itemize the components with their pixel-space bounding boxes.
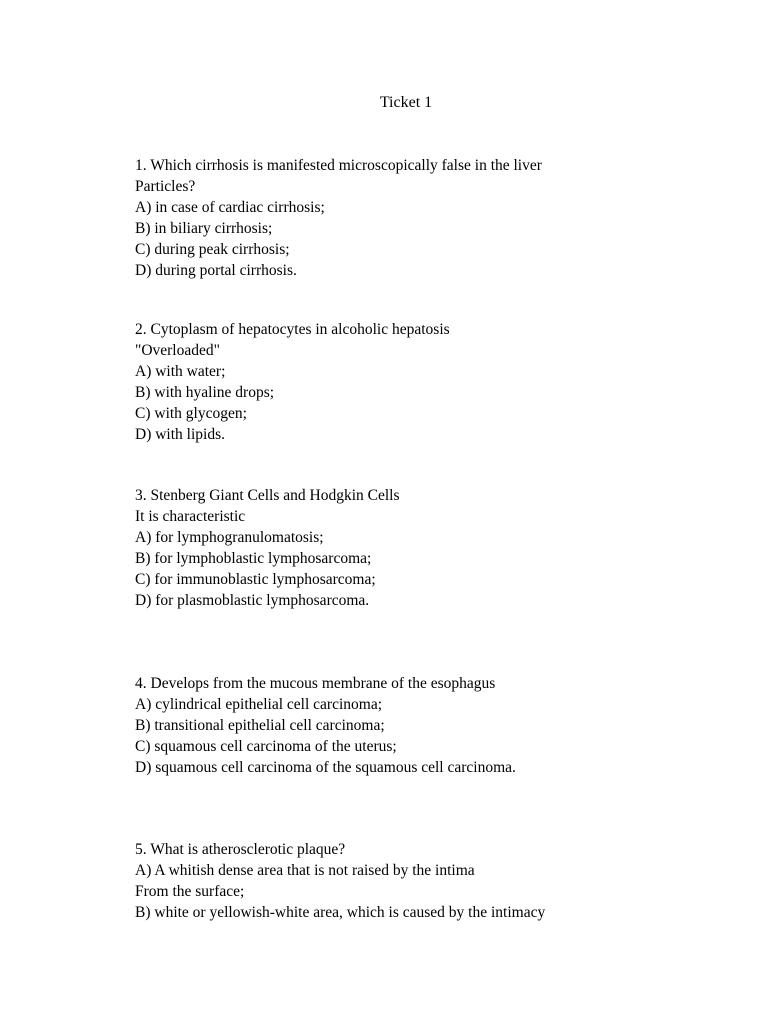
question-3 bbox=[135, 485, 735, 611]
question-2-option-a: A) with water; bbox=[135, 363, 226, 380]
question-3-text-continued: It is characteristic bbox=[135, 508, 246, 525]
question-2-text: 2. Cytoplasm of hepatocytes in alcoholic hepatosis bbox=[135, 321, 450, 338]
question-5-option-b: B) white or yellowish-white area, which is caused by the intimacy bbox=[135, 904, 546, 921]
question-5-option-a: A) A whitish dense area that is not raised by the intima bbox=[135, 862, 475, 879]
question-4-option-b: B) transitional epithelial cell carcinoma; bbox=[135, 717, 385, 734]
question-2-text-continued: "Overloaded" bbox=[135, 342, 220, 359]
question-1-option-d: D) during portal cirrhosis. bbox=[135, 262, 297, 279]
question-1-option-c: C) during peak cirrhosis; bbox=[135, 241, 290, 258]
question-5-option-a-continued: From the surface; bbox=[135, 883, 245, 900]
question-4-text: 4. Develops from the mucous membrane of the esophagus bbox=[135, 675, 496, 692]
question-3-option-a: A) for lymphogranulomatosis; bbox=[135, 529, 324, 546]
question-3-text: 3. Stenberg Giant Cells and Hodgkin Cells bbox=[135, 487, 400, 504]
question-4 bbox=[135, 673, 735, 778]
question-2-option-d: D) with lipids. bbox=[135, 426, 225, 443]
question-3-option-d: D) for plasmoblastic lymphosarcoma. bbox=[135, 592, 370, 609]
question-1 bbox=[135, 155, 735, 281]
question-1-option-a: A) in case of cardiac cirrhosis; bbox=[135, 199, 325, 216]
question-2-option-c: C) with glycogen; bbox=[135, 405, 247, 422]
question-1-option-b: B) in biliary cirrhosis; bbox=[135, 220, 273, 237]
question-4-option-d: D) squamous cell carcinoma of the squamous cell carcinoma. bbox=[135, 759, 516, 776]
question-5 bbox=[135, 839, 735, 923]
question-5-text: 5. What is atherosclerotic plaque? bbox=[135, 841, 346, 858]
question-2-option-b: B) with hyaline drops; bbox=[135, 384, 275, 401]
question-3-option-c: C) for immunoblastic lymphosarcoma; bbox=[135, 571, 376, 588]
question-3-option-b: B) for lymphoblastic lymphosarcoma; bbox=[135, 550, 372, 567]
question-4-option-a: A) cylindrical epithelial cell carcinoma; bbox=[135, 696, 383, 713]
question-1-text-continued: Particles? bbox=[135, 178, 196, 195]
ticket-title: Ticket 1 bbox=[379, 94, 433, 111]
question-4-option-c: C) squamous cell carcinoma of the uterus; bbox=[135, 738, 397, 755]
question-1-text: 1. Which cirrhosis is manifested microscopically false in the liver bbox=[135, 157, 542, 174]
question-2 bbox=[135, 319, 735, 445]
